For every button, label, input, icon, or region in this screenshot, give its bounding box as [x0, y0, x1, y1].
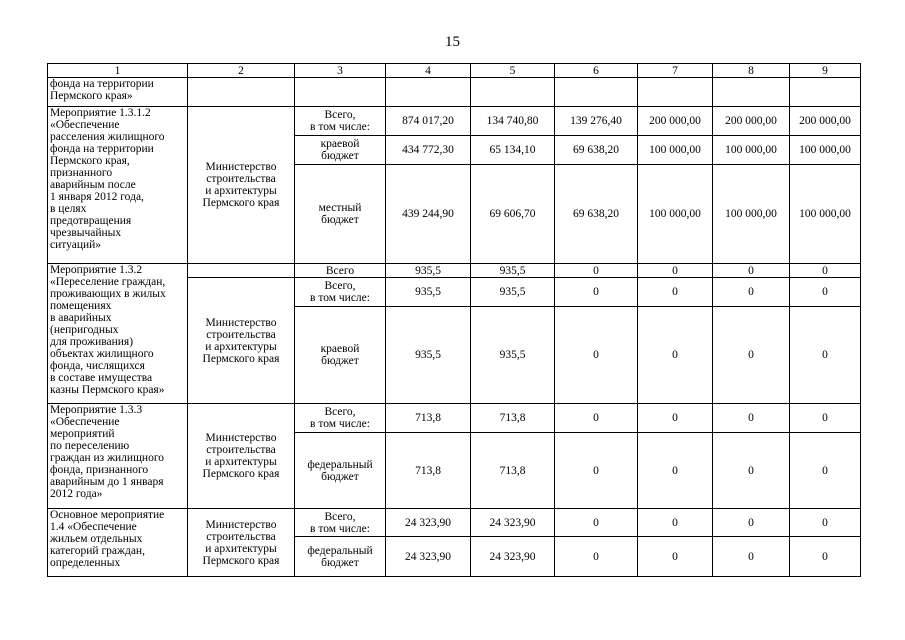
- amount-cell: 935,5: [386, 264, 471, 278]
- amount-cell: 100 000,00: [713, 136, 790, 165]
- responsible-organization: Министерство строительства и архитектуры Пермского края: [188, 278, 295, 404]
- amount-cell: 0: [555, 433, 638, 509]
- amount-cell: 200 000,00: [790, 107, 861, 136]
- amount-cell: 935,5: [471, 307, 555, 404]
- amount-cell: 0: [713, 433, 790, 509]
- funding-source: Всего, в том числе:: [295, 404, 386, 433]
- amount-cell: 200 000,00: [638, 107, 713, 136]
- amount-cell: 0: [555, 264, 638, 278]
- activity-description: Мероприятие 1.3.3 «Обеспечение мероприятий по переселению граждан из жилищного фонда, признанного аварийным до 1 января 2012 года»: [48, 404, 188, 509]
- amount-cell: 874 017,20: [386, 107, 471, 136]
- responsible-organization: Министерство строительства и архитектуры Пермского края: [188, 404, 295, 509]
- column-number-row: [48, 64, 861, 78]
- activity-description: Основное мероприятие 1.4 «Обеспечение жильем отдельных категорий граждан, определенных: [48, 509, 188, 577]
- amount-cell: 100 000,00: [790, 136, 861, 165]
- amount-cell: 0: [713, 404, 790, 433]
- amount-cell: 0: [790, 509, 861, 537]
- amount-cell: 713,8: [471, 404, 555, 433]
- amount-cell: 100 000,00: [790, 165, 861, 264]
- amount-cell: 24 323,90: [471, 537, 555, 577]
- empty-cell: [790, 78, 861, 107]
- funding-source: краевой бюджет: [295, 307, 386, 404]
- amount-cell: 100 000,00: [713, 165, 790, 264]
- amount-cell: 0: [555, 307, 638, 404]
- amount-cell: 935,5: [386, 307, 471, 404]
- amount-cell: 0: [555, 509, 638, 537]
- funding-source: Всего, в том числе:: [295, 107, 386, 136]
- amount-cell: 139 276,40: [555, 107, 638, 136]
- responsible-organization: Министерство строительства и архитектуры Пермского края: [188, 509, 295, 577]
- amount-cell: 0: [790, 404, 861, 433]
- amount-cell: 0: [638, 433, 713, 509]
- amount-cell: 100 000,00: [638, 165, 713, 264]
- amount-cell: 0: [790, 278, 861, 307]
- empty-cell: [386, 78, 471, 107]
- amount-cell: 24 323,90: [386, 537, 471, 577]
- amount-cell: 0: [790, 433, 861, 509]
- empty-cell: [555, 78, 638, 107]
- column-header: 6: [555, 64, 638, 78]
- column-header: 9: [790, 64, 861, 78]
- amount-cell: 713,8: [386, 404, 471, 433]
- amount-cell: 0: [638, 307, 713, 404]
- funding-source: краевой бюджет: [295, 136, 386, 165]
- amount-cell: 100 000,00: [638, 136, 713, 165]
- column-header: 2: [188, 64, 295, 78]
- column-header: 4: [386, 64, 471, 78]
- funding-source: федеральный бюджет: [295, 537, 386, 577]
- column-header: 7: [638, 64, 713, 78]
- column-header: 3: [295, 64, 386, 78]
- amount-cell: 0: [638, 264, 713, 278]
- funding-source: местный бюджет: [295, 165, 386, 264]
- amount-cell: 24 323,90: [386, 509, 471, 537]
- amount-cell: 713,8: [471, 433, 555, 509]
- amount-cell: 0: [555, 537, 638, 577]
- table-row: [48, 107, 861, 136]
- amount-cell: 65 134,10: [471, 136, 555, 165]
- amount-cell: 0: [555, 404, 638, 433]
- amount-cell: 0: [790, 537, 861, 577]
- amount-cell: 0: [555, 278, 638, 307]
- amount-cell: 24 323,90: [471, 509, 555, 537]
- funding-source: Всего, в том числе:: [295, 278, 386, 307]
- table-row: [48, 509, 861, 537]
- budget-table: [47, 63, 861, 577]
- activity-description: Мероприятие 1.3.1.2 «Обеспечение расселения жилищного фонда на территории Пермского края, признанного аварийным после 1 января 2012 года, в целях предотвращения чрезвычайных ситуаций»: [48, 107, 188, 264]
- amount-cell: 0: [713, 509, 790, 537]
- funding-source: Всего: [295, 264, 386, 278]
- amount-cell: 69 638,20: [555, 136, 638, 165]
- amount-cell: 134 740,80: [471, 107, 555, 136]
- amount-cell: 0: [713, 537, 790, 577]
- amount-cell: 0: [638, 404, 713, 433]
- amount-cell: 935,5: [471, 264, 555, 278]
- amount-cell: 0: [790, 307, 861, 404]
- amount-cell: 713,8: [386, 433, 471, 509]
- empty-cell: [188, 78, 295, 107]
- amount-cell: 0: [713, 264, 790, 278]
- amount-cell: 69 606,70: [471, 165, 555, 264]
- empty-cell: [295, 78, 386, 107]
- funding-source: Всего, в том числе:: [295, 509, 386, 537]
- funding-source: федеральный бюджет: [295, 433, 386, 509]
- amount-cell: 434 772,30: [386, 136, 471, 165]
- amount-cell: 0: [713, 307, 790, 404]
- activity-description: Мероприятие 1.3.2 «Переселение граждан, проживающих в жилых помещениях в аварийных (непригодных для проживания) объектах жилищного фонда, числящихся в составе имущества казны Пермского края»: [48, 264, 188, 404]
- column-header: 1: [48, 64, 188, 78]
- empty-cell: [188, 264, 295, 278]
- amount-cell: 69 638,20: [555, 165, 638, 264]
- amount-cell: 0: [638, 537, 713, 577]
- table-row: [48, 78, 861, 107]
- amount-cell: 439 244,90: [386, 165, 471, 264]
- empty-cell: [471, 78, 555, 107]
- responsible-organization: Министерство строительства и архитектуры Пермского края: [188, 107, 295, 264]
- activity-description: фонда на территории Пермского края»: [48, 78, 188, 107]
- amount-cell: 0: [638, 278, 713, 307]
- table-row: [48, 404, 861, 433]
- amount-cell: 935,5: [471, 278, 555, 307]
- page-number: 15: [445, 34, 460, 50]
- amount-cell: 0: [713, 278, 790, 307]
- amount-cell: 0: [790, 264, 861, 278]
- amount-cell: 935,5: [386, 278, 471, 307]
- empty-cell: [713, 78, 790, 107]
- amount-cell: 200 000,00: [713, 107, 790, 136]
- table-row: [48, 264, 861, 278]
- column-header: 8: [713, 64, 790, 78]
- amount-cell: 0: [638, 509, 713, 537]
- column-header: 5: [471, 64, 555, 78]
- empty-cell: [638, 78, 713, 107]
